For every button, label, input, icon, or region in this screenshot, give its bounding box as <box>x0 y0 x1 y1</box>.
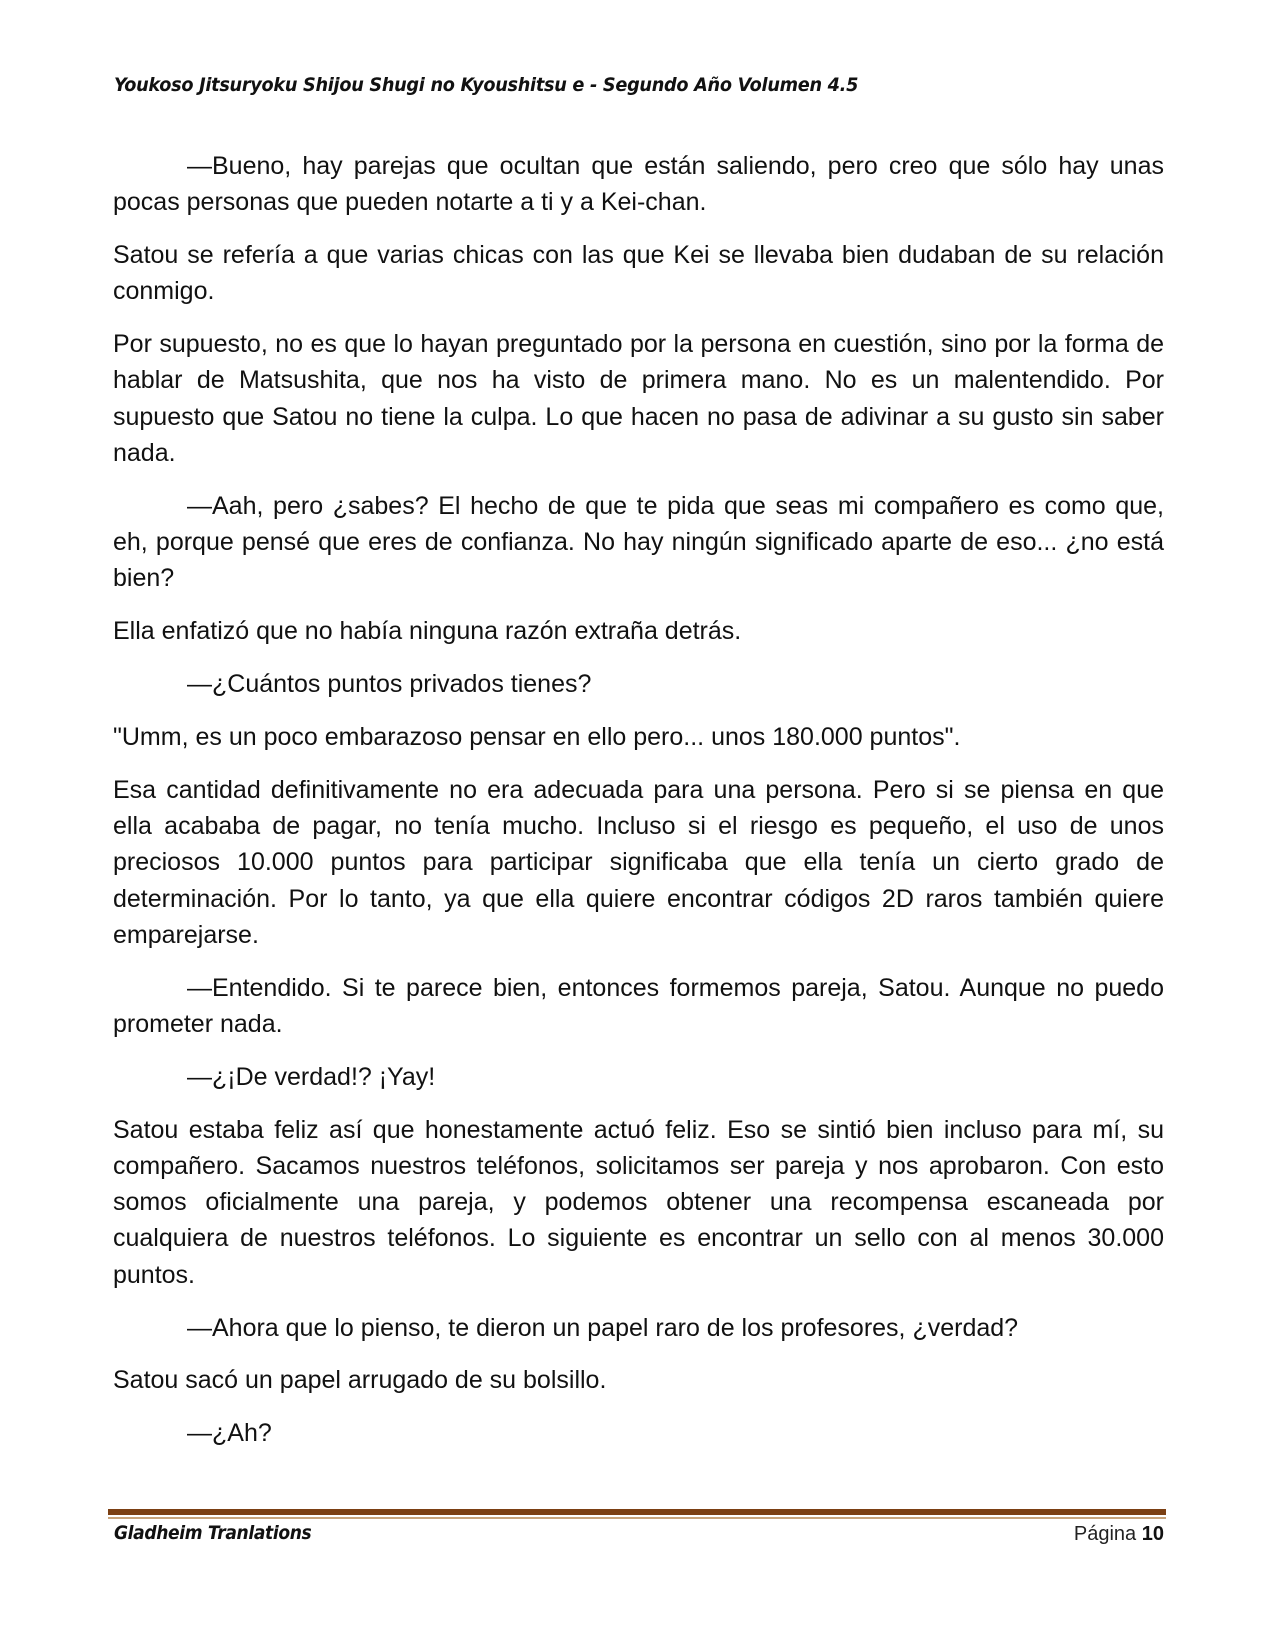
paragraph-narration: Por supuesto, no es que lo hayan preguntado por la persona en cuestión, sino por la forma de hablar de Matsushita, que nos ha visto de primera mano. No es un malentendido. Por supuesto que Satou no tiene la culpa. Lo que hacen no pasa de adivinar a su gusto sin saber nada. <box>113 330 1164 468</box>
footer-page-indicator <box>1074 1523 1164 1546</box>
page-number: 10 <box>1141 1523 1164 1545</box>
footer-publisher: Gladheim Tranlations <box>114 1522 312 1544</box>
paragraph-narration: Ella enfatizó que no había ninguna razón extraña detrás. <box>113 617 742 646</box>
paragraph-dialogue: —Ahora que lo pienso, te dieron un papel raro de los profesores, ¿verdad? <box>187 1313 1019 1342</box>
body-text <box>113 148 1164 1468</box>
footer-rule-thick <box>108 1509 1166 1515</box>
paragraph-dialogue: —Aah, pero ¿sabes? El hecho de que te pida que seas mi compañero es como que, eh, porque pensé que eres de confianza. No hay ningún significado aparte de eso... ¿no está bien? <box>113 491 1164 593</box>
paragraph-dialogue: —¿¡De verdad!? ¡Yay! <box>187 1062 436 1091</box>
paragraph-narration: Satou sacó un papel arrugado de su bolsillo. <box>113 1366 607 1395</box>
running-header-title: Youkoso Jitsuryoku Shijou Shugi no Kyoushitsu e - Segundo Año Volumen 4.5 <box>114 74 859 96</box>
paragraph-dialogue: —¿Ah? <box>187 1419 272 1448</box>
paragraph-dialogue: —Entendido. Si te parece bien, entonces formemos pareja, Satou. Aunque no puedo prometer nada. <box>113 973 1164 1038</box>
paragraph-narration: Satou estaba feliz así que honestamente actuó feliz. Eso se sintió bien incluso para mí, su compañero. Sacamos nuestros teléfonos, solicitamos ser pareja y nos aprobaron. Con esto somos oficialmente una pareja, y podemos obtener una recompensa escaneada por cualquiera de nuestros teléfonos. Lo siguiente es encontrar un sello con al menos 30.000 puntos. <box>113 1115 1164 1289</box>
paragraph-dialogue: —Bueno, hay parejas que ocultan que están saliendo, pero creo que sólo hay unas pocas personas que pueden notarte a ti y a Kei-chan. <box>113 152 1164 217</box>
paragraph-dialogue: —¿Cuántos puntos privados tienes? <box>187 670 592 699</box>
paragraph-narration: Satou se refería a que varias chicas con las que Kei se llevaba bien dudaban de su relación conmigo. <box>113 241 1164 306</box>
footer-rule-thin <box>108 1517 1166 1519</box>
paragraph-narration: Esa cantidad definitivamente no era adecuada para una persona. Pero si se piensa en que ella acababa de pagar, no tenía mucho. Incluso si el riesgo es pequeño, el uso de unos preciosos 10.000 puntos para participar significaba que ella tenía un cierto grado de determinación. Por lo tanto, ya que ella quiere encontrar códigos 2D raros también quiere emparejarse. <box>113 775 1164 949</box>
paragraph-narration: "Umm, es un poco embarazoso pensar en ello pero... unos 180.000 puntos". <box>113 722 961 751</box>
page-label: Página <box>1073 1523 1137 1545</box>
